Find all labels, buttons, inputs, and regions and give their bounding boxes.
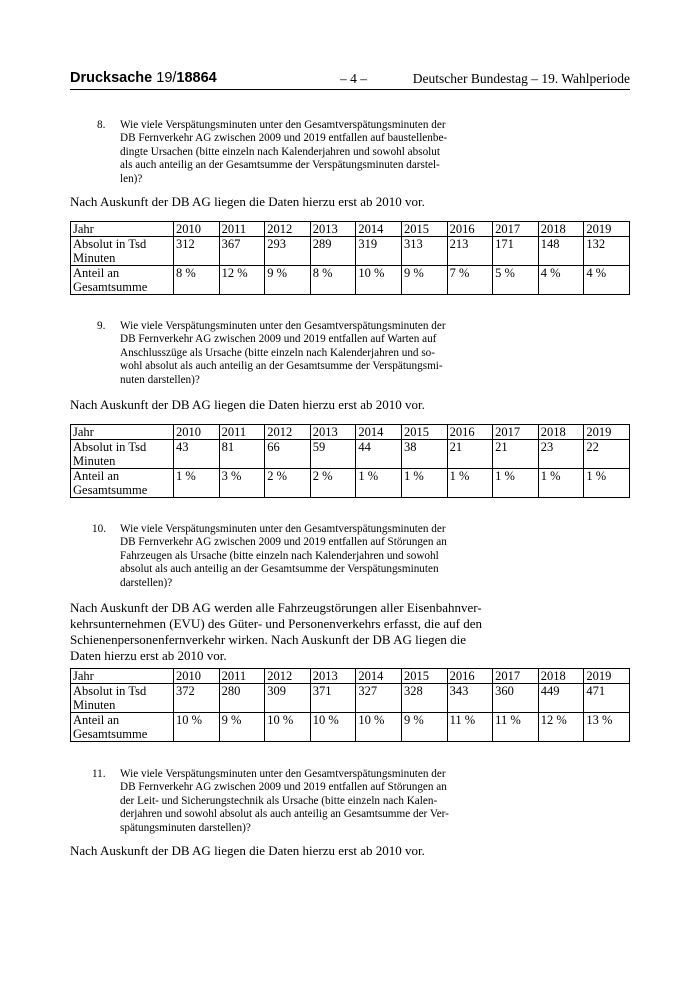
year-cell: 2017: [493, 669, 539, 684]
question-line: der Leit- und Sicherungstechnik als Ursache (bitte einzeln nach Kalen-: [120, 794, 438, 807]
value-cell: 10 %: [174, 713, 220, 742]
value-cell: 44: [356, 440, 402, 469]
year-cell: 2010: [174, 222, 220, 237]
row-label-share: Anteil an Gesamtsumme: [71, 469, 174, 498]
year-cell: 2016: [447, 425, 493, 440]
question-line: als auch anteilig an der Gesamtsumme der Verspätungsminuten darstel-: [120, 159, 440, 172]
value-cell: 1 %: [356, 469, 402, 498]
value-cell: 1 %: [538, 469, 584, 498]
value-cell: 1 %: [493, 469, 539, 498]
question-line: Fahrzeugen als Ursache (bitte einzeln nach Kalenderjahren und sowohl: [120, 549, 439, 562]
table-9: [70, 424, 630, 498]
header-rule: [70, 89, 630, 90]
value-cell: 12 %: [219, 266, 265, 295]
value-cell: 66: [265, 440, 311, 469]
year-cell: 2013: [310, 222, 356, 237]
year-cell: 2019: [584, 669, 630, 684]
value-cell: 280: [219, 684, 265, 713]
value-cell: 289: [310, 237, 356, 266]
question-line: DB Fernverkehr AG zwischen 2009 und 2019 entfallen auf Warten auf: [120, 333, 437, 346]
answer-line: Nach Auskunft der DB AG liegen die Daten hierzu erst ab 2010 vor.: [70, 194, 425, 209]
question-line: spätungsminuten darstellen)?: [120, 821, 251, 834]
value-cell: 309: [265, 684, 311, 713]
year-cell: 2016: [447, 222, 493, 237]
value-cell: 343: [447, 684, 493, 713]
table-row-absolute: [71, 237, 630, 266]
year-cell: 2011: [219, 222, 265, 237]
question-line: DB Fernverkehr AG zwischen 2009 und 2019 entfallen auf Störungen an: [120, 536, 447, 549]
question-line: nuten darstellen)?: [120, 373, 200, 386]
question-line: wohl absolut als auch anteilig an der Gesamtsumme der Verspätungsmi-: [120, 360, 443, 373]
value-cell: 22: [584, 440, 630, 469]
answer-8: [70, 194, 630, 210]
question-line: absolut als auch anteilig an der Gesamtsumme der Verspätungsminuten: [120, 563, 439, 576]
value-cell: 213: [447, 237, 493, 266]
value-cell: 4 %: [538, 266, 584, 295]
value-cell: 367: [219, 237, 265, 266]
value-cell: 10 %: [310, 713, 356, 742]
value-cell: 148: [538, 237, 584, 266]
value-cell: 328: [401, 684, 447, 713]
answer-line: Nach Auskunft der DB AG liegen die Daten hierzu erst ab 2010 vor.: [70, 843, 425, 858]
value-cell: 312: [174, 237, 220, 266]
answer-10: [70, 600, 630, 664]
value-cell: 8 %: [174, 266, 220, 295]
table-row-share: [71, 713, 630, 742]
value-cell: 11 %: [447, 713, 493, 742]
year-cell: 2014: [356, 222, 402, 237]
year-header: Jahr: [71, 425, 174, 440]
question-line: len)?: [120, 172, 143, 185]
value-cell: 1 %: [174, 469, 220, 498]
question-line: Wie viele Verspätungsminuten unter den Gesamtverspätungsminuten der: [120, 320, 446, 332]
drucksache-label: Drucksache 19/18864: [70, 70, 217, 86]
value-cell: 313: [401, 237, 447, 266]
question-line: Wie viele Verspätungsminuten unter den Gesamtverspätungsminuten der: [120, 523, 446, 535]
year-cell: 2017: [493, 425, 539, 440]
answer-line: Nach Auskunft der DB AG liegen die Daten hierzu erst ab 2010 vor.: [70, 397, 425, 412]
year-cell: 2019: [584, 425, 630, 440]
question-number: 11.: [92, 768, 106, 780]
table-row-absolute: [71, 684, 630, 713]
year-cell: 2015: [401, 669, 447, 684]
question-line: derjahren und sowohl absolut als auch anteilig an Gesamtsumme der Ver-: [120, 808, 449, 821]
value-cell: 23: [538, 440, 584, 469]
value-cell: 319: [356, 237, 402, 266]
question-10: [92, 523, 525, 590]
value-cell: 171: [493, 237, 539, 266]
year-cell: 2011: [219, 425, 265, 440]
table-10: [70, 668, 630, 742]
value-cell: 9 %: [401, 266, 447, 295]
year-cell: 2016: [447, 669, 493, 684]
year-cell: 2018: [538, 222, 584, 237]
row-label-share: Anteil an Gesamtsumme: [71, 713, 174, 742]
value-cell: 293: [265, 237, 311, 266]
table-header-row: [71, 669, 630, 684]
table-header-row: [71, 222, 630, 237]
answer-11: [70, 843, 630, 859]
value-cell: 21: [447, 440, 493, 469]
question-line: darstellen)?: [120, 576, 173, 589]
bundestag-wahlperiode: Deutscher Bundestag – 19. Wahlperiode: [412, 71, 630, 86]
answer-line: kehrsunternehmen (EVU) des Güter- und Personenverkehrs erfasst, die auf den: [70, 616, 482, 631]
year-cell: 2010: [174, 669, 220, 684]
year-cell: 2012: [265, 222, 311, 237]
question-line: Wie viele Verspätungsminuten unter den Gesamtverspätungsminuten der: [120, 119, 446, 131]
value-cell: 132: [584, 237, 630, 266]
value-cell: 449: [538, 684, 584, 713]
year-cell: 2014: [356, 669, 402, 684]
row-label-share: Anteil an Gesamtsumme: [71, 266, 174, 295]
year-cell: 2018: [538, 669, 584, 684]
value-cell: 372: [174, 684, 220, 713]
question-11: [92, 768, 525, 835]
table-header-row: [71, 425, 630, 440]
answer-9: [70, 397, 630, 413]
value-cell: 81: [219, 440, 265, 469]
value-cell: 10 %: [265, 713, 311, 742]
value-cell: 59: [310, 440, 356, 469]
value-cell: 2 %: [310, 469, 356, 498]
table-row-absolute: [71, 440, 630, 469]
value-cell: 8 %: [310, 266, 356, 295]
question-line: dingte Ursachen (bitte einzeln nach Kalenderjahren und sowohl absolut: [120, 145, 440, 158]
year-cell: 2011: [219, 669, 265, 684]
question-line: Anschlusszüge als Ursache (bitte einzeln nach Kalenderjahren und so-: [120, 346, 435, 359]
value-cell: 5 %: [493, 266, 539, 295]
year-cell: 2015: [401, 425, 447, 440]
value-cell: 7 %: [447, 266, 493, 295]
row-label-absolute: Absolut in Tsd Minuten: [71, 440, 174, 469]
year-cell: 2013: [310, 425, 356, 440]
question-number: 8.: [97, 119, 106, 131]
answer-line: Daten hierzu erst ab 2010 vor.: [70, 648, 227, 663]
value-cell: 371: [310, 684, 356, 713]
value-cell: 21: [493, 440, 539, 469]
year-cell: 2014: [356, 425, 402, 440]
answer-line: Nach Auskunft der DB AG werden alle Fahrzeugstörungen aller Eisenbahnver-: [70, 600, 482, 615]
value-cell: 360: [493, 684, 539, 713]
year-cell: 2018: [538, 425, 584, 440]
row-label-absolute: Absolut in Tsd Minuten: [71, 237, 174, 266]
row-label-absolute: Absolut in Tsd Minuten: [71, 684, 174, 713]
year-cell: 2013: [310, 669, 356, 684]
year-cell: 2015: [401, 222, 447, 237]
year-cell: 2012: [265, 669, 311, 684]
question-number: 9.: [97, 320, 106, 332]
value-cell: 9 %: [265, 266, 311, 295]
value-cell: 10 %: [356, 266, 402, 295]
value-cell: 9 %: [401, 713, 447, 742]
value-cell: 1 %: [584, 469, 630, 498]
question-line: DB Fernverkehr AG zwischen 2009 und 2019 entfallen auf baustellenbe-: [120, 132, 448, 145]
value-cell: 9 %: [219, 713, 265, 742]
year-header: Jahr: [71, 222, 174, 237]
value-cell: 38: [401, 440, 447, 469]
answer-line: Schienenpersonenfernverkehr wirken. Nach Auskunft der DB AG liegen die: [70, 632, 467, 647]
year-header: Jahr: [71, 669, 174, 684]
year-cell: 2019: [584, 222, 630, 237]
value-cell: 4 %: [584, 266, 630, 295]
value-cell: 43: [174, 440, 220, 469]
table-row-share: [71, 469, 630, 498]
page-header: [70, 70, 630, 90]
value-cell: 471: [584, 684, 630, 713]
question-9: [97, 320, 525, 387]
value-cell: 3 %: [219, 469, 265, 498]
year-cell: 2010: [174, 425, 220, 440]
question-line: DB Fernverkehr AG zwischen 2009 und 2019 entfallen auf Störungen an: [120, 781, 447, 794]
value-cell: 1 %: [447, 469, 493, 498]
value-cell: 13 %: [584, 713, 630, 742]
value-cell: 12 %: [538, 713, 584, 742]
page-number: – 4 –: [340, 71, 367, 86]
question-line: Wie viele Verspätungsminuten unter den Gesamtverspätungsminuten der: [120, 768, 446, 780]
value-cell: 11 %: [493, 713, 539, 742]
year-cell: 2017: [493, 222, 539, 237]
table-row-share: [71, 266, 630, 295]
value-cell: 327: [356, 684, 402, 713]
value-cell: 10 %: [356, 713, 402, 742]
value-cell: 2 %: [265, 469, 311, 498]
table-8: [70, 221, 630, 295]
question-number: 10.: [92, 523, 106, 535]
year-cell: 2012: [265, 425, 311, 440]
value-cell: 1 %: [401, 469, 447, 498]
question-8: [97, 119, 525, 186]
